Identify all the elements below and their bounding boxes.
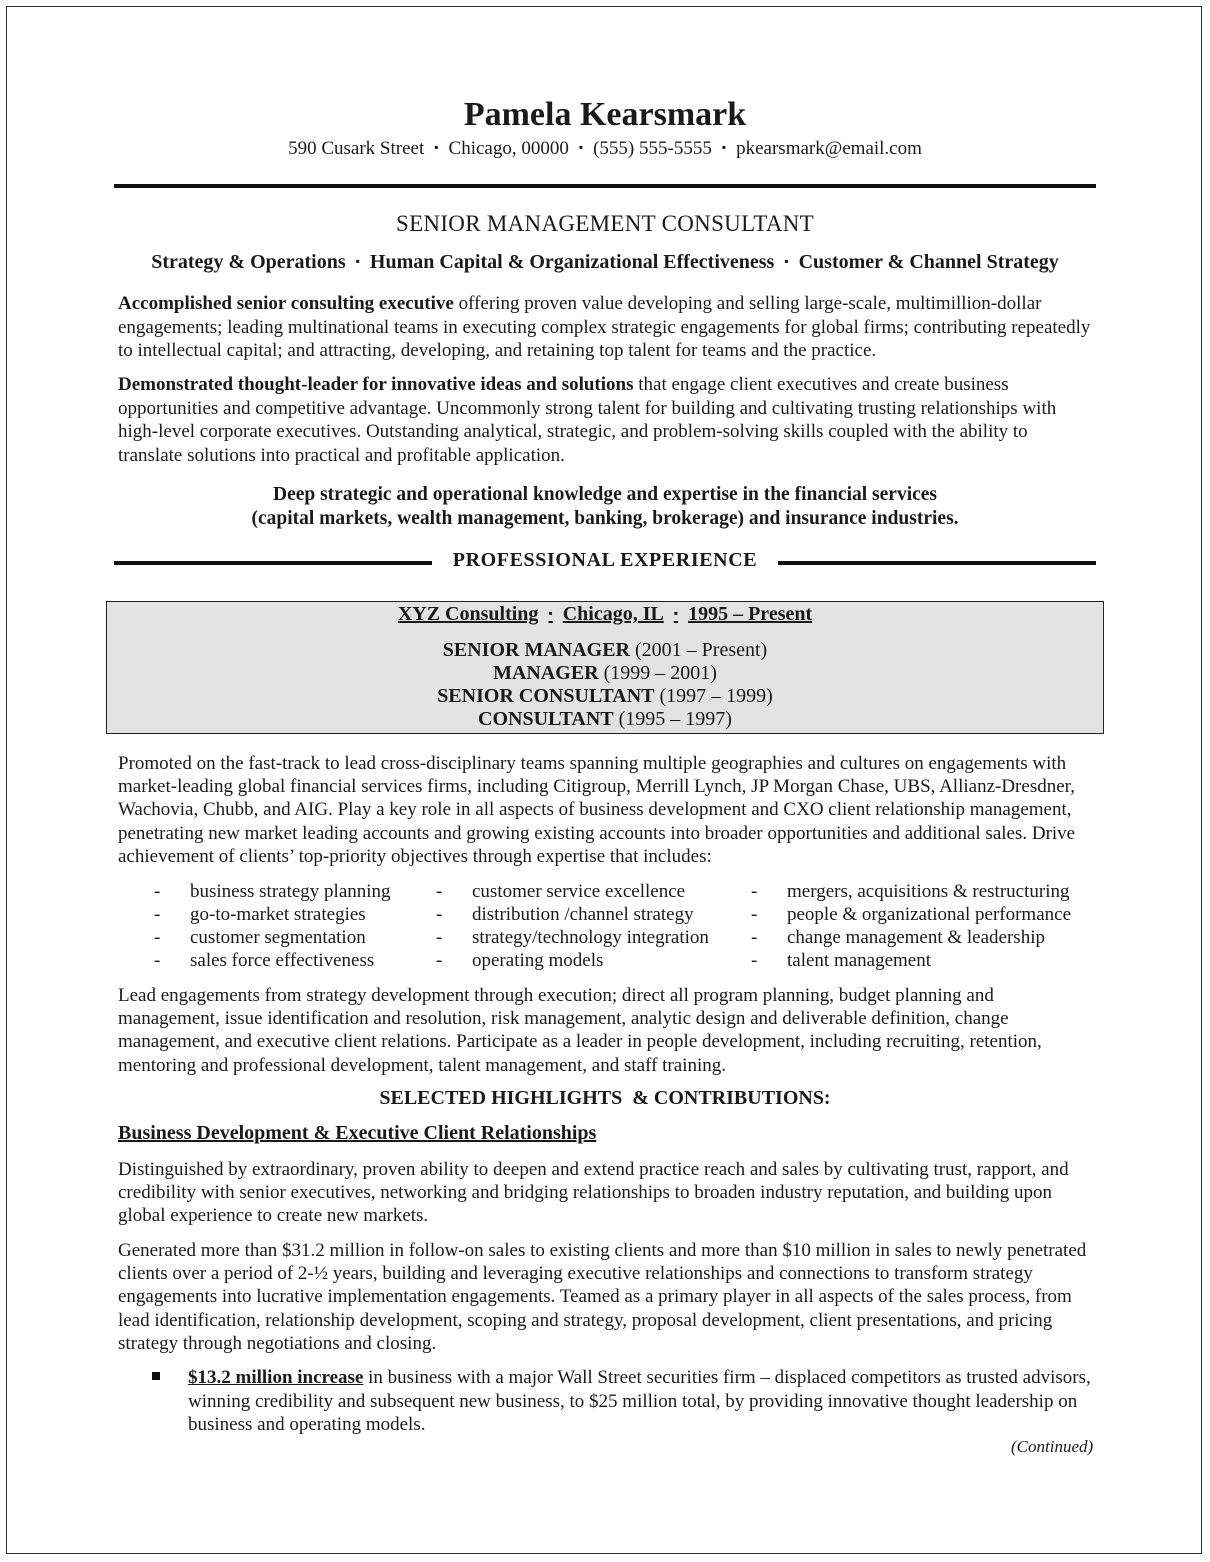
expertise-item: distribution /channel strategy <box>472 904 694 925</box>
contact-line <box>0 138 1210 160</box>
role-title: SENIOR MANAGER <box>442 639 631 661</box>
highlight-bullet <box>188 1366 1093 1437</box>
address: 590 Cusark Street <box>288 138 425 159</box>
section-title-experience: PROFESSIONAL EXPERIENCE <box>452 549 758 571</box>
separator-icon: ▪ <box>673 606 679 620</box>
separator-icon: ▪ <box>434 140 439 154</box>
role-title: CONSULTANT <box>478 708 614 730</box>
separator-icon: ▪ <box>578 140 584 154</box>
dash: - <box>751 881 758 902</box>
expertise-column-3 <box>751 880 1071 972</box>
dash: - <box>751 904 758 925</box>
phone: (555) 555-5555 <box>593 138 712 159</box>
role-title: MANAGER <box>493 662 599 684</box>
dash: - <box>436 950 443 971</box>
separator-icon: ▪ <box>784 254 789 268</box>
knowledge-line: Deep strategic and operational knowledge and expertise in the financial services <box>272 484 938 505</box>
company-dates: 1995 – Present <box>688 603 813 625</box>
list-item <box>154 949 391 972</box>
separator-icon: ▪ <box>355 254 360 268</box>
highlight-lead: $13.2 million increase <box>188 1367 364 1388</box>
leadership-paragraph: Lead engagements from strategy development through execution; direct all program planning, budget planning and management, issue identification and resolution, risk management, analytic design and deliverable definition, change management, and executive client relations. Participate as a leader in people development, including recruiting, retention, mentoring and professional development, talent management, and staff training. <box>118 985 1042 1076</box>
email[interactable]: pkearsmark@email.com <box>736 138 922 159</box>
role-dates: (1997 – 1999) <box>659 685 773 707</box>
expertise-item: business strategy planning <box>190 881 391 902</box>
highlights-subtitle: Business Development & Executive Client Relationships <box>118 1122 597 1144</box>
role <box>0 708 1210 731</box>
role <box>0 639 1210 662</box>
header-divider <box>114 184 1096 188</box>
highlights-paragraph-2: Generated more than $31.2 million in follow-on sales to existing clients and more than $10 million in sales to newly penetrated clients over a period of 2-½ years, building and leveraging executive relationships and connections to transform strategy engagements into lucrative implementation engagements. Teamed as a primary player in all aspects of the sales process, from lead identification, relationship development, scoping and strategy, proposal development, client presentations, and pricing strategy through negotiations and closing. <box>118 1240 1087 1354</box>
list-item <box>154 903 391 926</box>
city: Chicago, 00000 <box>448 138 569 159</box>
professional-title: SENIOR MANAGEMENT CONSULTANT <box>395 211 815 236</box>
dash: - <box>751 950 758 971</box>
dash: - <box>436 904 443 925</box>
experience-intro: Promoted on the fast-track to lead cross-disciplinary teams spanning multiple geographies and cultures on engagements with market-leading global financial services firms, including Citigroup, Merrill Lynch, JP Morgan Chase, UBS, Allianz-Dresdner, Wachovia, Chubb, and AIG. Play a key role in all aspects of business development and CXO client relationship management, penetrating new market leading accounts and growing existing accounts into broader opportunities and additional sales. Drive achievement of clients’ top-priority objectives through expertise that includes: <box>118 753 1076 867</box>
summary-lead-2: Demonstrated thought-leader for innovative ideas and solutions <box>118 374 634 395</box>
expertise-item: operating models <box>472 950 604 971</box>
expertise-item: customer service excellence <box>472 881 686 902</box>
highlight-text: in business with a major Wall Street securities firm – displaced competitors as trusted advisors, winning credibility and subsequent new business, to $25 million total, by providing innovative thought leadership on business and operating models. <box>188 1367 1091 1435</box>
separator-icon: ▪ <box>721 140 727 154</box>
expertise-item: sales force effectiveness <box>190 950 375 971</box>
specialty: Customer & Channel Strategy <box>798 251 1059 273</box>
dash: - <box>436 927 443 948</box>
role <box>0 662 1210 685</box>
highlights-title: SELECTED HIGHLIGHTS & CONTRIBUTIONS: <box>379 1087 831 1109</box>
list-item <box>436 880 709 903</box>
specialties-line <box>0 251 1210 274</box>
list-item <box>436 949 709 972</box>
company-line <box>0 603 1210 626</box>
list-item <box>751 880 1071 903</box>
summary-text-1: offering proven value developing and selling large-scale, multimillion-dollar engagements; leading multinational teams in executing complex strategic engagements for global firms; contributing repeatedly to intellectual capital; and attracting, developing, and retaining top talent for teams and the practice. <box>118 293 1091 361</box>
list-item <box>751 926 1071 949</box>
role-dates: (1999 – 2001) <box>603 662 717 684</box>
dash: - <box>751 927 758 948</box>
expertise-item: strategy/technology integration <box>472 927 709 948</box>
summary-paragraph-2 <box>118 373 1096 467</box>
list-item <box>154 926 391 949</box>
specialty: Strategy & Operations <box>151 251 346 273</box>
list-item <box>751 949 1071 972</box>
industry-knowledge <box>0 483 1210 530</box>
list-item <box>436 926 709 949</box>
role <box>0 685 1210 708</box>
list-item <box>436 903 709 926</box>
square-bullet-icon <box>152 1372 160 1380</box>
separator-icon: ▪ <box>548 606 553 620</box>
expertise-item: mergers, acquisitions & restructuring <box>787 881 1070 902</box>
role-dates: (1995 – 1997) <box>618 708 732 730</box>
candidate-name: Pamela Kearsmark <box>463 96 747 133</box>
dash: - <box>154 904 161 925</box>
continued-note: (Continued) <box>1011 1437 1094 1456</box>
expertise-item: talent management <box>787 950 932 971</box>
list-item <box>154 880 391 903</box>
company-location: Chicago, IL <box>562 603 664 625</box>
expertise-item: customer segmentation <box>190 927 366 948</box>
expertise-item: go-to-market strategies <box>190 904 366 925</box>
dash: - <box>436 881 443 902</box>
expertise-item: change management & leadership <box>787 927 1045 948</box>
summary-paragraph-1 <box>118 292 1096 363</box>
list-item <box>751 903 1071 926</box>
summary-text-2: that engage client executives and create business opportunities and competitive advantage. Uncommonly strong talent for building and cultivating trusting relationships with high-level corporate executives. Outstanding analytical, strategic, and problem-solving skills coupled with the ability to translate solutions into practical and profitable application. <box>118 374 1057 466</box>
role-title: SENIOR CONSULTANT <box>437 685 655 707</box>
dash: - <box>154 927 161 948</box>
dash: - <box>154 950 161 971</box>
knowledge-line: (capital markets, wealth management, banking, brokerage) and insurance industries. <box>251 507 959 529</box>
section-rule-right <box>778 561 1096 565</box>
summary-lead-1: Accomplished senior consulting executive <box>118 293 454 314</box>
expertise-column-2 <box>436 880 709 972</box>
dash: - <box>154 881 161 902</box>
role-dates: (2001 – Present) <box>635 639 768 661</box>
expertise-item: people & organizational performance <box>787 904 1071 925</box>
company-name: XYZ Consulting <box>397 603 539 625</box>
expertise-column-1 <box>154 880 391 972</box>
specialty: Human Capital & Organizational Effectiveness <box>369 251 775 273</box>
highlights-paragraph-1: Distinguished by extraordinary, proven ability to deepen and extend practice reach and sales by cultivating trust, rapport, and credibility with senior executives, networking and bridging relationships to broaden industry reputation, and building upon global experience to create new markets. <box>118 1159 1069 1227</box>
